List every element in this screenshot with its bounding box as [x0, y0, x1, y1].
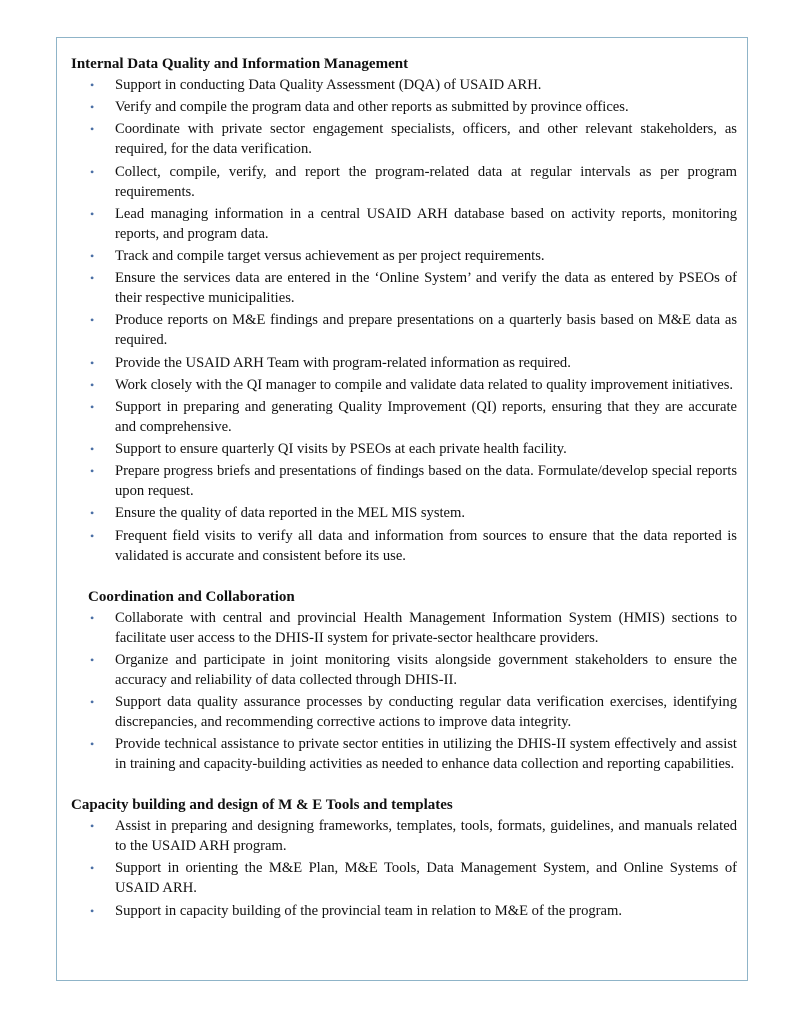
section-heading: Coordination and Collaboration: [88, 588, 295, 605]
list-item-text: Coordinate with private sector engagement specialists, officers, and other relevant stakeholders, as required, for the data verification.: [115, 121, 737, 158]
bullet-list: [71, 75, 737, 566]
list-item: [71, 75, 737, 95]
list-item-text: Support in orienting the M&E Plan, M&E Tools, Data Management System, and Online Systems of USAID ARH.: [115, 860, 737, 897]
list-item: [71, 901, 737, 921]
bullet-icon: •: [90, 122, 95, 137]
list-item-text: Support data quality assurance processes by conducting regular data verification exercises, identifying discrepancies, and recommending corrective actions to improve data integrity.: [115, 694, 737, 730]
list-item-text: Collaborate with central and provincial Health Management Information System (HMIS) sections to facilitate user access to the DHIS-II system for private-sector healthcare providers.: [115, 609, 737, 646]
list-item-text: Verify and compile the program data and other reports as submitted by province offices.: [115, 99, 629, 116]
list-item-text: Track and compile target versus achievement as per project requirements.: [115, 247, 545, 264]
list-item-text: Frequent field visits to verify all data and information from sources to ensure that the data reported is validated is accurate and consistent before its use.: [115, 527, 737, 564]
bullet-icon: •: [90, 528, 95, 543]
section-heading: Capacity building and design of M & E Tools and templates: [71, 797, 453, 814]
bullet-icon: •: [90, 819, 95, 834]
bullet-icon: •: [90, 271, 95, 286]
bullet-icon: •: [90, 737, 95, 752]
list-item: [71, 650, 737, 690]
list-item: [71, 608, 737, 648]
bullet-icon: •: [90, 377, 95, 392]
list-item-text: Provide technical assistance to private sector entities in utilizing the DHIS-II system effectively and assist in training and capacity-building activities as needed to enhance data collection and reporting capabilities.: [115, 736, 737, 773]
list-item: [71, 692, 737, 732]
list-item-text: Support in preparing and generating Quality Improvement (QI) reports, ensuring that they are accurate and comprehensive.: [115, 398, 737, 435]
list-item: [71, 353, 737, 373]
section-heading: Internal Data Quality and Information Management: [71, 56, 409, 72]
bullet-icon: •: [90, 610, 95, 625]
list-item-text: Collect, compile, verify, and report the program-related data at regular intervals as per program requirements.: [115, 163, 737, 200]
list-item: [71, 246, 737, 266]
list-item: [71, 204, 737, 244]
list-item-text: Provide the USAID ARH Team with program-related information as required.: [115, 354, 571, 371]
bullet-icon: •: [90, 506, 95, 521]
list-item-text: Prepare progress briefs and presentations of findings based on the data. Formulate/develop special reports upon request.: [115, 463, 737, 500]
bullet-icon: •: [90, 313, 95, 328]
list-item: [71, 397, 737, 437]
bullet-icon: •: [90, 652, 95, 667]
list-item: [71, 858, 737, 898]
bullet-icon: •: [90, 399, 95, 414]
list-item-text: Ensure the services data are entered in the ‘Online System’ and verify the data as entered by PSEOs of their respective municipalities.: [115, 270, 737, 307]
bullet-icon: •: [90, 78, 95, 92]
list-item-text: Ensure the quality of data reported in the MEL MIS system.: [115, 505, 466, 522]
list-item: [71, 375, 737, 395]
list-item: [71, 526, 737, 566]
list-item-text: Produce reports on M&E findings and prepare presentations on a quarterly basis based on M&E data as required.: [115, 312, 737, 349]
bullet-icon: •: [90, 695, 95, 709]
section-internal-data-quality: [71, 54, 737, 566]
list-item: [71, 461, 737, 501]
bullet-list: [71, 608, 737, 775]
bullet-icon: •: [90, 248, 95, 263]
list-item-text: Support in capacity building of the provincial team in relation to M&E of the program.: [115, 902, 623, 919]
bullet-icon: •: [90, 164, 95, 179]
section-capacity-building: [71, 795, 737, 920]
bullet-icon: •: [90, 206, 95, 221]
list-item-text: Support to ensure quarterly QI visits by PSEOs at each private health facility.: [115, 441, 567, 458]
list-item: [71, 734, 737, 774]
list-item: [71, 816, 737, 856]
bullet-icon: •: [90, 355, 95, 370]
bullet-icon: •: [90, 903, 95, 918]
list-item-text: Assist in preparing and designing frameworks, templates, tools, formats, guidelines, and manuals related to the USAID ARH program.: [115, 818, 737, 855]
list-item-text: Lead managing information in a central USAID ARH database based on activity reports, monitoring reports, and program data.: [115, 205, 737, 242]
bullet-icon: •: [90, 464, 95, 479]
list-item: [71, 439, 737, 459]
list-item-text: Work closely with the QI manager to compile and validate data related to quality improvement initiatives.: [115, 376, 734, 393]
list-item: [71, 119, 737, 159]
bullet-icon: •: [90, 442, 95, 457]
bullet-icon: •: [90, 100, 95, 115]
section-coordination-collaboration: [71, 587, 737, 775]
list-item: [71, 162, 737, 202]
list-item-text: Support in conducting Data Quality Assessment (DQA) of USAID ARH.: [115, 77, 542, 93]
list-item: [71, 503, 737, 523]
list-item: [71, 268, 737, 308]
list-item: [71, 97, 737, 117]
bullet-list: [71, 816, 737, 920]
list-item-text: Organize and participate in joint monitoring visits alongside government stakeholders to ensure the accuracy and reliability of data collected through DHIS-II.: [115, 651, 737, 688]
list-item: [71, 310, 737, 350]
document-frame: [56, 37, 748, 981]
bullet-icon: •: [90, 861, 95, 876]
